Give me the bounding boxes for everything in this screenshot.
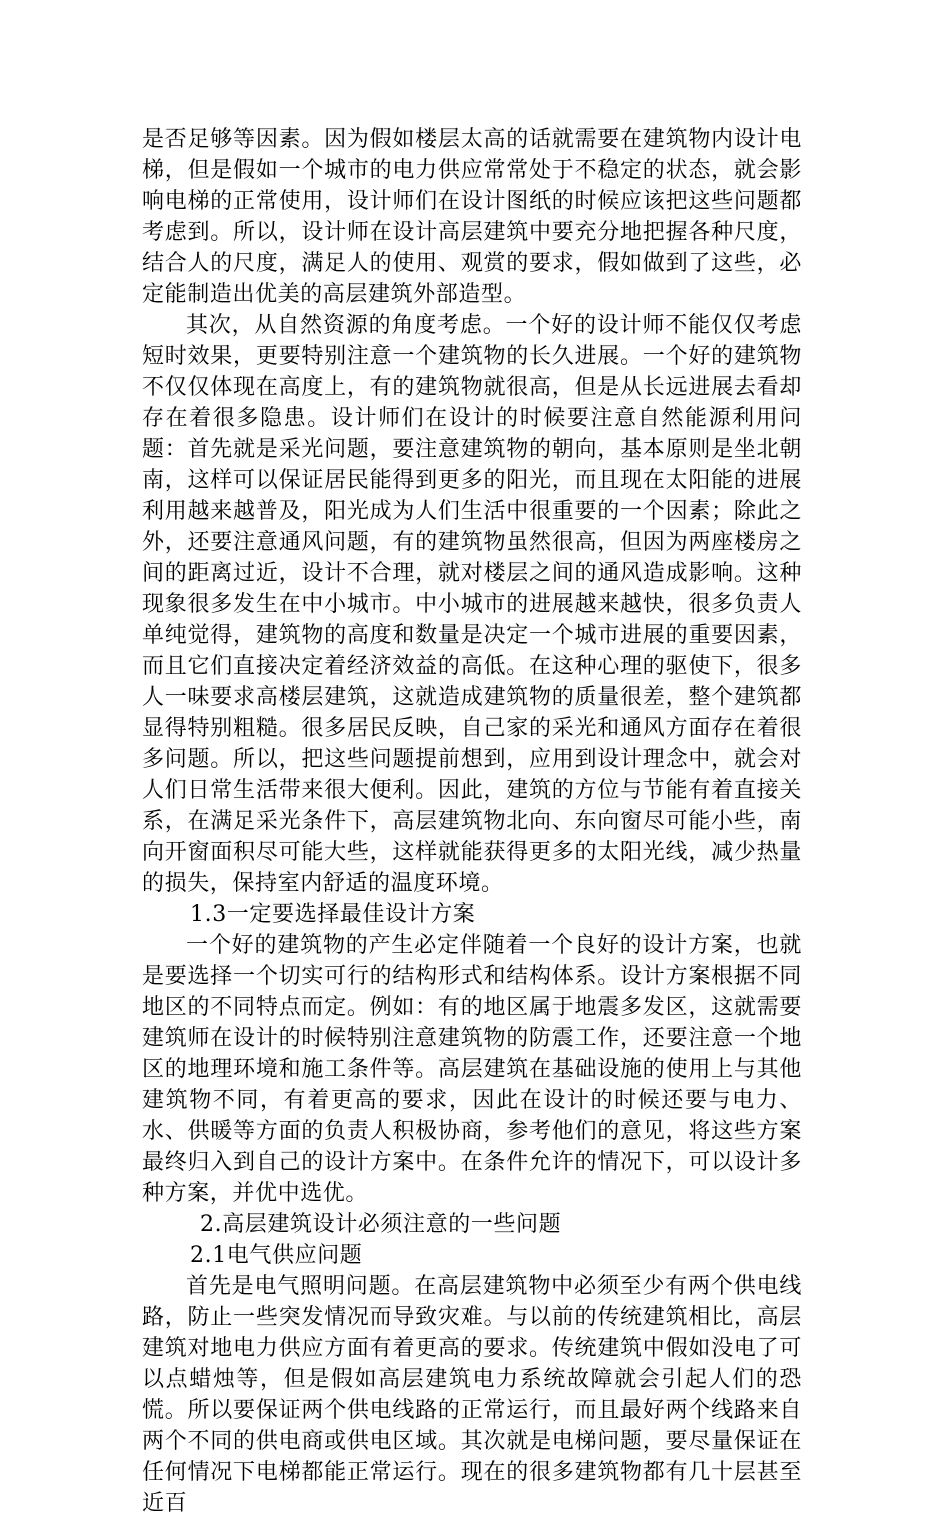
section-heading-1-3: 1.3一定要选择最佳设计方案 — [190, 902, 476, 927]
paragraph-continuation: 是否足够等因素。因为假如楼层太高的话就需要在建筑物内设计电梯，但是假如一个城市的电力供应常常处于不稳定的状态，就会影响电梯的正常使用，设计师们在设计图纸的时候应该把这些问题都考虑到。所以，设计师在设计高层建筑中要充分地把握各种尺度，结合人的尺度，满足人的使用、观赏的要求，假如做到了这些，必定能制造出优美的高层建筑外部造型。 — [142, 127, 802, 307]
paragraph-natural-resources: 其次，从自然资源的角度考虑。一个好的设计师不能仅仅考虑短时效果，更要特别注意一个建筑物的长久进展。一个好的建筑物不仅仅体现在高度上，有的建筑物就很高，但是从长远进展去看却存在着很多隐患。设计师们在设计的时候要注意自然能源利用问题：首先就是采光问题，要注意建筑物的朝向，基本原则是坐北朝南，这样可以保证居民能得到更多的阳光，而且现在太阳能的进展利用越来越普及，阳光成为人们生活中很重要的一个因素；除此之外，还要注意通风问题，有的建筑物虽然很高，但因为两座楼房之间的距离过近，设计不合理，就对楼层之间的通风造成影响。这种现象很多发生在中小城市。中小城市的进展越来越快，很多负责人单纯觉得，建筑物的高度和数量是决定一个城市进展的重要因素，而且它们直接决定着经济效益的高低。在这种心理的驱使下，很多人一味要求高楼层建筑，这就造成建筑物的质量很差，整个建筑都显得特别粗糙。很多居民反映，自己家的采光和通风方面存在着很多问题。所以，把这些问题提前想到，应用到设计理念中，就会对人们日常生活带来很大便利。因此，建筑的方位与节能有着直接关系，在满足采光条件下，高层建筑物北向、东向窗尽可能小些，南向开窗面积尽可能大些，这样就能获得更多的太阳光线，减少热量的损失，保持室内舒适的温度环境。 — [142, 313, 802, 896]
section-heading-2-1: 2.1电气供应问题 — [190, 1243, 363, 1268]
paragraph-design-plan: 一个好的建筑物的产生必定伴随着一个良好的设计方案，也就是要选择一个切实可行的结构形式和结构体系。设计方案根据不同地区的不同特点而定。例如：有的地区属于地震多发区，这就需要建筑师在设计的时候特别注意建筑物的防震工作，还要注意一个地区的地理环境和施工条件等。高层建筑在基础设施的使用上与其他建筑物不同，有着更高的要求，因此在设计的时候还要与电力、水、供暖等方面的负责人积极协商，参考他们的意见，将这些方案最终归入到自己的设计方案中。在条件允许的情况下，可以设计多种方案，并优中选优。 — [142, 933, 802, 1206]
document-page — [142, 124, 802, 1519]
section-heading-2: 2.高层建筑设计必须注意的一些问题 — [200, 1212, 562, 1237]
paragraph-electrical-supply: 首先是电气照明问题。在高层建筑物中必须至少有两个供电线路，防止一些突发情况而导致灾难。与以前的传统建筑相比，高层建筑对地电力供应方面有着更高的要求。传统建筑中假如没电了可以点蜡烛等，但是假如高层建筑电力系统故障就会引起人们的恐慌。所以要保证两个供电线路的正常运行，而且最好两个线路来自两个不同的供电商或供电区域。其次就是电梯问题，要尽量保证在任何情况下电梯都能正常运行。现在的很多建筑物都有几十层甚至近百 — [142, 1274, 802, 1516]
